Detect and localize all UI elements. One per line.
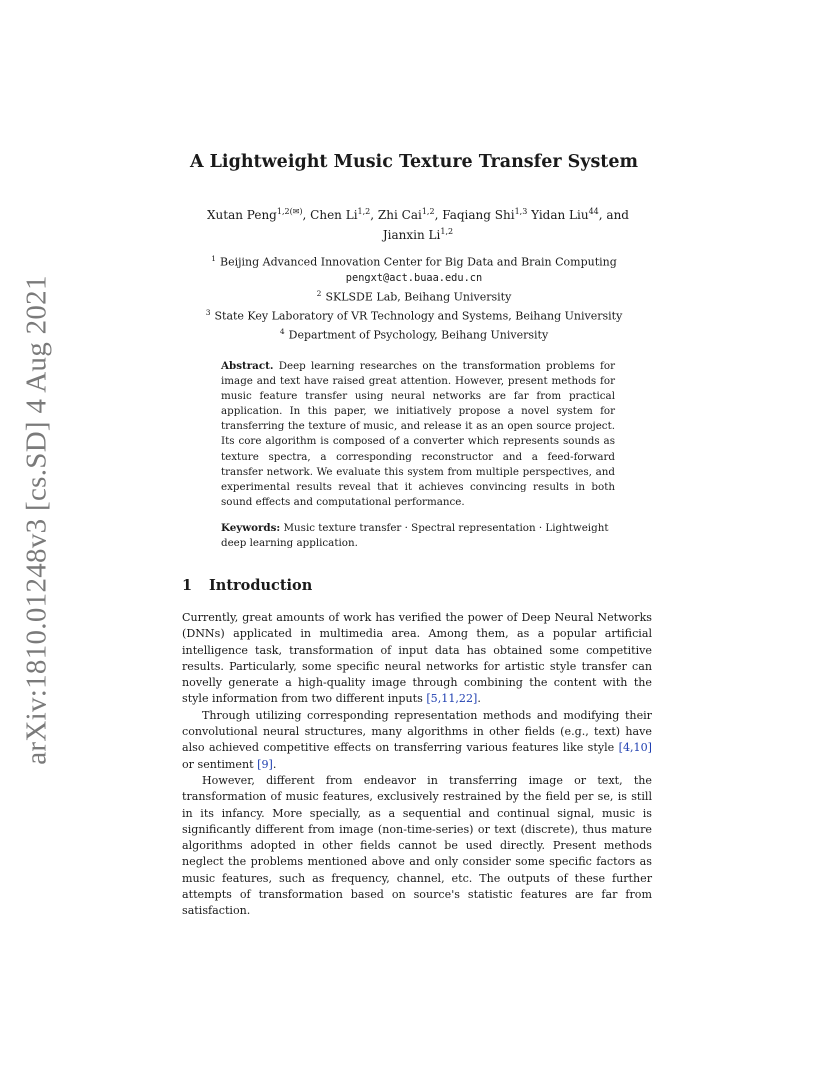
affiliation: $^1$ Beijing Advanced Innovation Center for Big Data and Brain Computing	[211, 254, 617, 269]
author-list: Xutan Peng$^{1,2(✉)}$, Chen Li$^{1,2}$, Zhi Cai$^{1,2}$, Faqiang Shi$^{1,3}$ Yidan Liu$^{44}$, and Jianxin Li$^{1,2}$	[207, 207, 629, 242]
affiliation: $^2$ SKLSDE Lab, Beihang University	[316, 289, 512, 304]
author: Faqiang Shi$^{1,3}$	[442, 207, 528, 222]
paragraph: However, different from endeavor in transferring image or text, the transformation of music features, exclusively restrained by the field per se, is still in its infancy. More specially, as a sequential and continual signal, music is significantly different from image (non-time-series) or text (discrete), thus mature algorithms adopted in other fields cannot be used directly. Present methods neglect the problems mentioned above and only consider some specific factors as music features, such as frequency, channel, etc. The outputs of these further attempts of transformation based on source's statistic features are far from satisfaction.	[182, 773, 652, 918]
affiliation-list	[0, 251, 828, 343]
section-heading	[182, 577, 652, 594]
abstract	[221, 359, 615, 510]
affiliation: $^3$ State Key Laboratory of VR Technology and Systems, Beihang University	[205, 307, 623, 323]
citation-link[interactable]: [9]	[257, 757, 273, 771]
citation-link[interactable]: [4,10]	[618, 741, 652, 755]
author: Jianxin Li$^{1,2}$	[382, 226, 454, 242]
keywords-label: Keywords:	[221, 522, 281, 534]
arxiv-sidebar-stamp: arXiv:1810.01248v3 [cs.SD] 4 Aug 2021	[20, 275, 53, 765]
author: Yidan Liu$^{44}$	[531, 207, 599, 222]
body-text	[182, 610, 652, 920]
affiliation: $^4$ Department of Psychology, Beihang University	[279, 326, 549, 342]
keywords	[221, 521, 615, 551]
section-number: 1	[182, 577, 193, 594]
abstract-text: Deep learning researches on the transformation problems for image and text have raised great attention. However, present methods for music feature transfer using neural networks are far from practical application. In this paper, we initiatively propose a novel system for transferring the texture of music, and release it as an open source project. Its core algorithm is composed of a converter which represents sounds as texture spectra, a corresponding reconstructor and a feed-forward transfer network. We evaluate this system from multiple perspectives, and experimental results reveal that it achieves convincing results in both sound effects and computational performance.	[221, 360, 615, 508]
author: Chen Li$^{1,2}$	[310, 207, 371, 222]
abstract-label: Abstract.	[221, 360, 274, 372]
author: Xutan Peng$^{1,2(✉)}$	[207, 207, 303, 222]
section-title: Introduction	[209, 577, 313, 594]
paragraph: Currently, great amounts of work has verified the power of Deep Neural Networks (DNNs) applicated in multimedia area. Among them, as a popular artificial intelligence task, transformation of input data has obtained some competitive results. Particularly, some specific neural networks for artistic style transfer can novelly generate a high-quality image through combining the content with the style information from two different inputs [5,11,22].	[182, 611, 652, 706]
affiliation-email: pengxt@act.buaa.edu.cn	[345, 271, 483, 284]
paragraph: Through utilizing corresponding representation methods and modifying their convolutional neural structures, many algorithms in other fields (e.g., text) have also achieved competitive effects on transferring various features like style [4,10] or sentiment [9].	[182, 708, 652, 771]
author: Zhi Cai$^{1,2}$	[377, 207, 435, 222]
citation-link[interactable]: [5,11,22]	[426, 692, 478, 706]
paper-title: A Lightweight Music Texture Transfer System	[189, 152, 639, 172]
keywords-text: Music texture transfer · Spectral representation · Lightweight deep learning application.	[221, 522, 609, 550]
